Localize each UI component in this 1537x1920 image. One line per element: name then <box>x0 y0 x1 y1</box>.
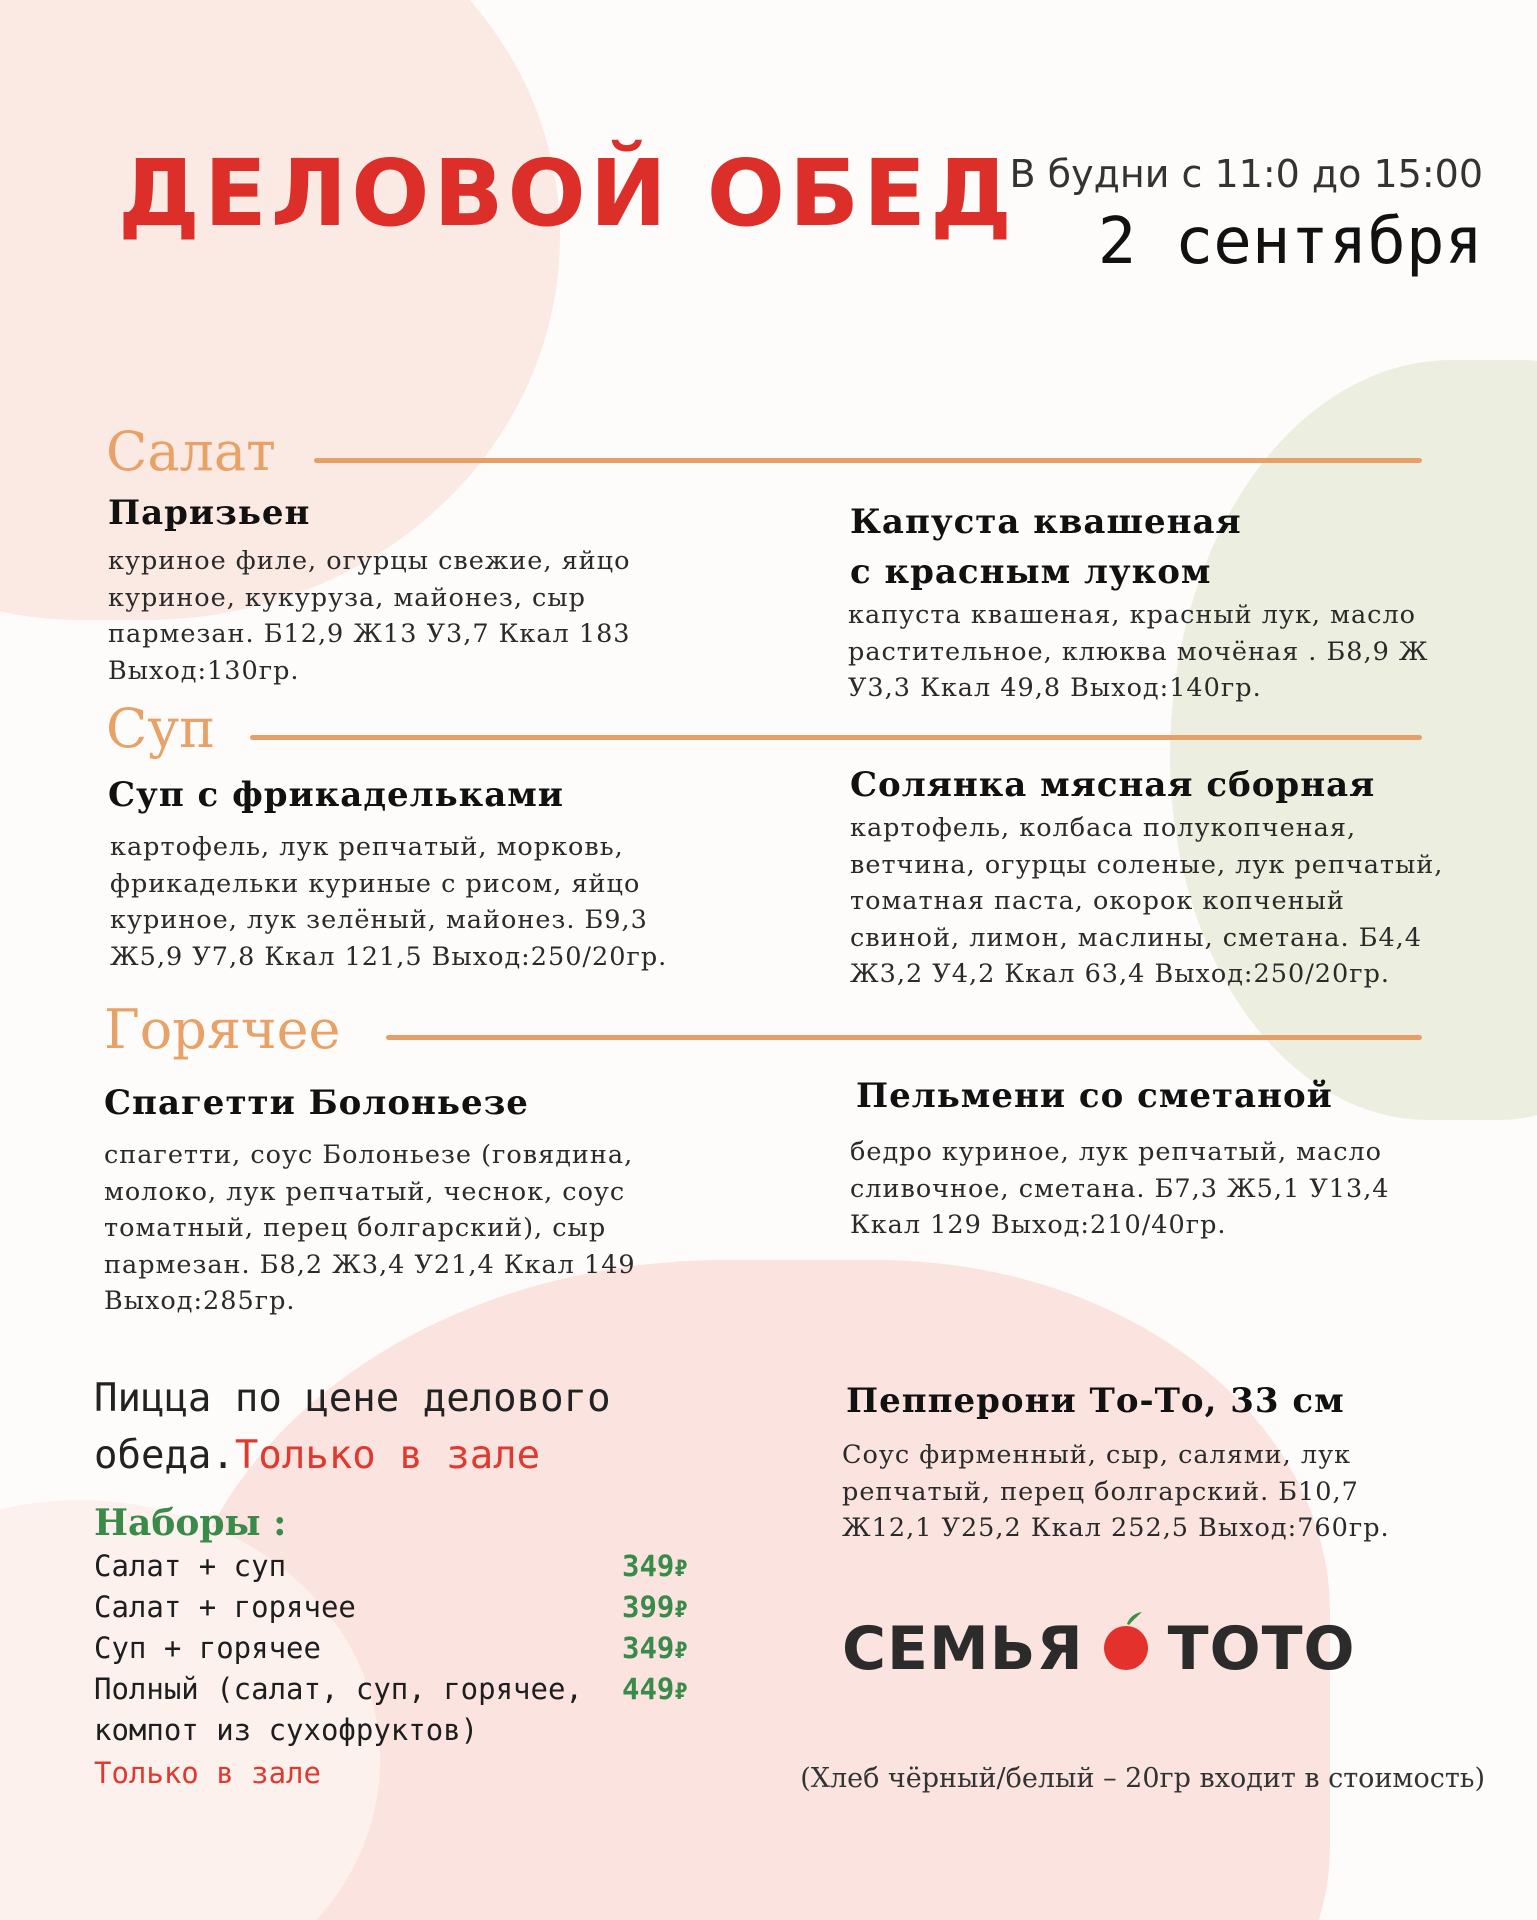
dish-desc-pepperoni: Соус фирменный, сыр, салями, лук репчатый, перец болгарский. Б10,7 Ж12,1 У25,2 Ккал 252,5 Выход:760гр. <box>842 1440 1390 1543</box>
page-title: ДЕЛОВОЙ ОБЕД <box>118 140 1016 247</box>
ruble-icon: ₽ <box>674 1639 688 1664</box>
menu-date: 2 сентября <box>1097 205 1483 279</box>
set-row <box>94 1590 704 1631</box>
set-name: Салат + суп <box>94 1549 287 1583</box>
dish-name-bolognese: Спагетти Болоньезе <box>104 1083 529 1123</box>
sets-hall-only-note: Только в зале <box>94 1756 321 1790</box>
dish-name-sauerkraut-line2: с красным луком <box>850 552 1212 592</box>
dish-name-meatball-soup: Суп с фрикадельками <box>108 775 565 815</box>
dish-desc-bolognese: спагетти, соус Болоньезе (говядина, молоко, лук репчатый, чеснок, соус томатный, перец болгарский), сыр пармезан. Б8,2 Ж3,4 У21,4 Ккал 149 Выход:285гр. <box>104 1140 636 1316</box>
set-price: 449₽ <box>622 1672 688 1706</box>
section-divider-soup <box>250 735 1422 740</box>
brand-logo <box>842 1610 1356 1690</box>
set-row <box>94 1549 704 1590</box>
pizza-offer-hall-only: Только в зале <box>234 1433 541 1478</box>
dish-name-parisien: Паризьен <box>108 493 311 533</box>
dish-name-pepperoni: Пепперони То-То, 33 см <box>846 1381 1345 1421</box>
sets-title: Наборы : <box>94 1502 287 1544</box>
set-name: Полный (салат, суп, горячее, <box>94 1672 583 1706</box>
set-row <box>94 1631 704 1672</box>
dish-desc-pelmeni: бедро куриное, лук репчатый, масло сливочное, сметана. Б7,3 Ж5,1 У13,4 Ккал 129 Выход:210/40гр. <box>850 1137 1390 1240</box>
pizza-offer <box>94 1370 734 1484</box>
hours-text: В будни с 11:0 до 15:00 <box>1009 152 1483 196</box>
set-row <box>94 1672 704 1713</box>
dish-desc-sauerkraut: капуста квашеная, красный лук, масло растительное, клюква мочёная . Б8,9 Ж У3,3 Ккал 49,8 Выход:140гр. <box>848 600 1429 703</box>
tomato-icon <box>1100 1610 1152 1687</box>
section-divider-hot <box>386 1035 1422 1040</box>
set-price: 349₽ <box>622 1549 688 1583</box>
set-row-continued <box>94 1713 704 1754</box>
logo-word-left: СЕМЬЯ <box>842 1613 1084 1684</box>
set-name: Салат + горячее <box>94 1590 356 1624</box>
bread-note: (Хлеб чёрный/белый – 20гр входит в стоимость) <box>800 1763 1485 1794</box>
background-blob-right <box>1170 360 1537 1120</box>
section-label-soup: Суп <box>106 697 216 760</box>
section-label-hot: Горячее <box>104 998 341 1061</box>
dish-name-solyanka: Солянка мясная сборная <box>850 765 1376 805</box>
ruble-icon: ₽ <box>674 1680 688 1705</box>
section-divider-salad <box>314 458 1422 463</box>
set-price: 399₽ <box>622 1590 688 1624</box>
set-name: Суп + горячее <box>94 1631 321 1665</box>
set-name-continued: компот из сухофруктов) <box>94 1713 479 1747</box>
pizza-offer-text: Пицца по цене делового обеда. <box>94 1376 611 1478</box>
dish-desc-solyanka: картофель, колбаса полукопченая, ветчина, огурцы соленые, лук репчатый, томатная паста, окорок копченый свиной, лимон, маслины, сметана. Б4,4 Ж3,2 У4,2 Ккал 63,4 Выход:250/20гр. <box>850 813 1444 989</box>
ruble-icon: ₽ <box>674 1598 688 1623</box>
dish-name-sauerkraut-line1: Капуста квашеная <box>850 502 1242 542</box>
set-price: 349₽ <box>622 1631 688 1665</box>
logo-word-right: ТОТО <box>1167 1613 1356 1684</box>
ruble-icon: ₽ <box>674 1557 688 1582</box>
section-label-salad: Салат <box>106 420 276 483</box>
dish-name-pelmeni: Пельмени со сметаной <box>856 1076 1333 1116</box>
dish-desc-parisien: куриное филе, огурцы свежие, яйцо куриное, кукуруза, майонез, сыр пармезан. Б12,9 Ж13 У3,7 Ккал 183 Выход:130гр. <box>108 546 631 686</box>
dish-desc-meatball-soup: картофель, лук репчатый, морковь, фрикадельки куриные с рисом, яйцо куриное, лук зелёный, майонез. Б9,3 Ж5,9 У7,8 Ккал 121,5 Выход:250/20гр. <box>110 832 668 972</box>
